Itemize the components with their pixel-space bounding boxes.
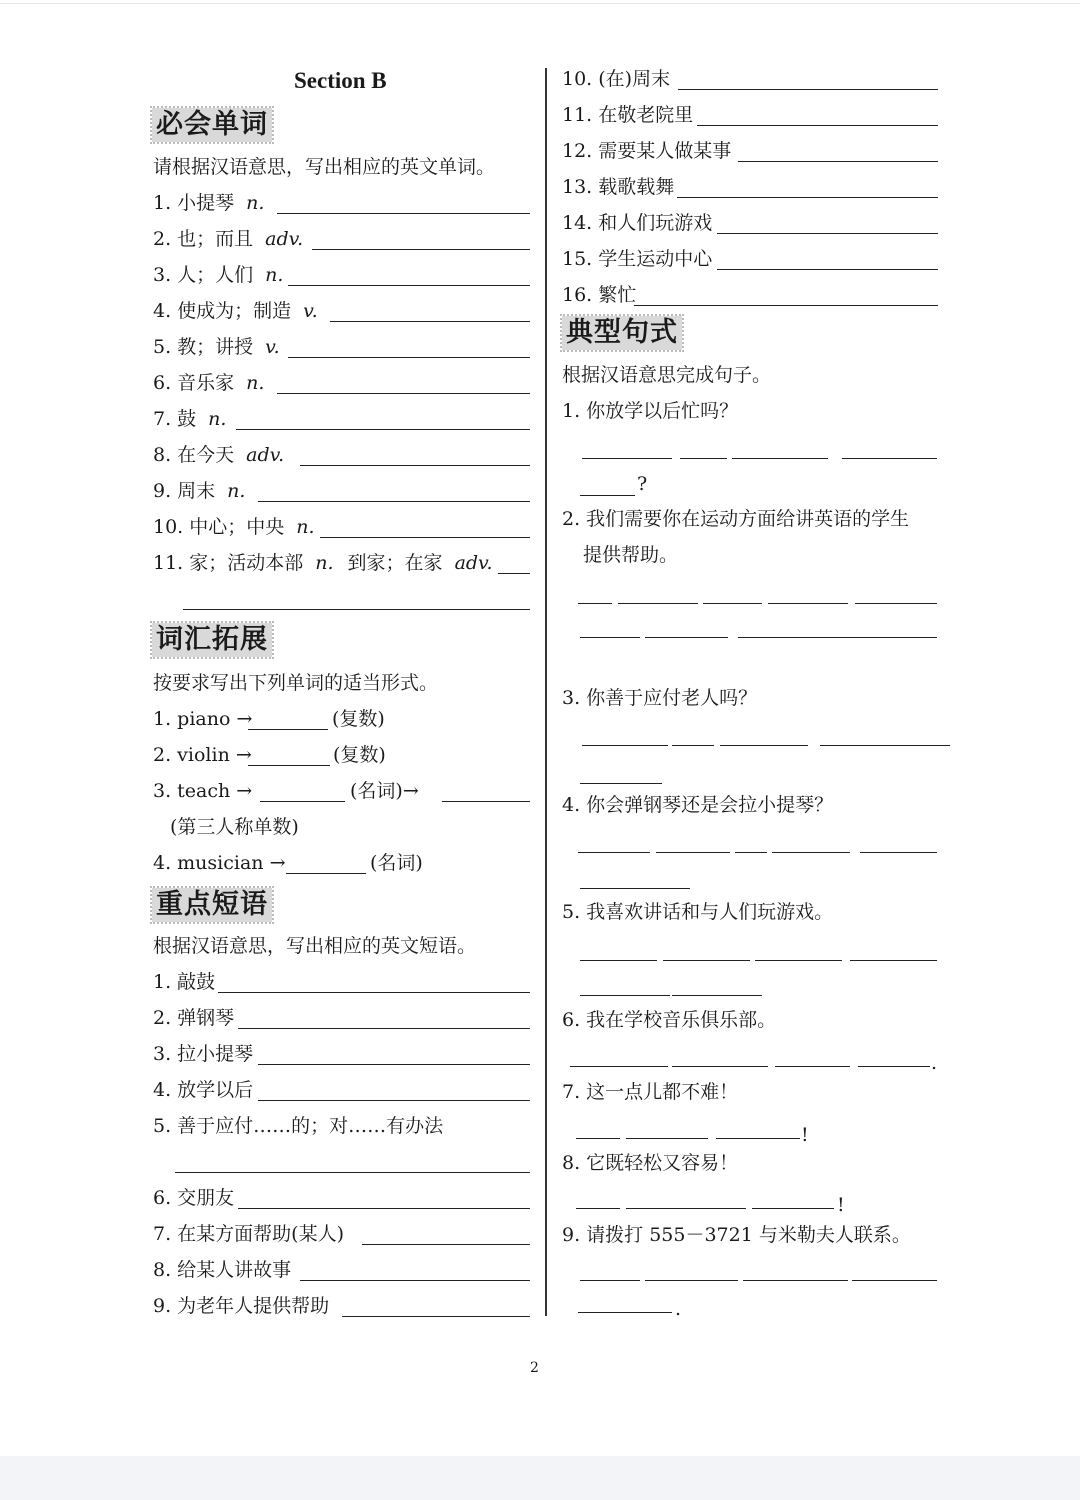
answer-blank[interactable] bbox=[238, 1028, 530, 1029]
instruction: 根据汉语意思，写出相应的英文短语。 bbox=[153, 935, 477, 957]
answer-blank[interactable] bbox=[768, 603, 848, 604]
expansion-word: 4. musician → bbox=[153, 852, 286, 874]
section-heading-vocab-expansion: 词汇拓展 bbox=[152, 623, 272, 657]
word-item bbox=[153, 227, 303, 251]
answer-blank[interactable] bbox=[578, 1312, 672, 1313]
word-item bbox=[153, 371, 264, 395]
column-divider bbox=[545, 68, 547, 1316]
sentence-prompt: 9. 请拨打 555－3721 与米勒夫人联系。 bbox=[562, 1224, 911, 1246]
answer-blank[interactable] bbox=[582, 458, 672, 459]
phrase-item: 8. 给某人讲故事 bbox=[153, 1259, 292, 1281]
answer-blank[interactable] bbox=[330, 321, 530, 322]
answer-blank[interactable] bbox=[850, 960, 937, 961]
sentence-prompt: 1. 你放学以后忙吗？ bbox=[562, 400, 739, 422]
answer-blank[interactable] bbox=[288, 357, 530, 358]
phrase-item: 15. 学生运动中心 bbox=[562, 248, 713, 270]
answer-blank[interactable] bbox=[645, 637, 728, 638]
answer-blank[interactable] bbox=[300, 1280, 530, 1281]
word-item bbox=[153, 191, 264, 215]
item-label: 10. 中心；中央 bbox=[153, 516, 285, 538]
answer-blank[interactable] bbox=[218, 992, 530, 993]
answer-blank[interactable] bbox=[498, 573, 530, 574]
sentence-prompt: 7. 这一点儿都不难！ bbox=[562, 1081, 739, 1103]
word-item bbox=[153, 407, 226, 431]
part-of-speech: adv. bbox=[265, 228, 304, 250]
item-label: 11. 家；活动本部 bbox=[153, 552, 304, 574]
answer-blank[interactable] bbox=[735, 852, 767, 853]
answer-blank[interactable] bbox=[580, 1280, 640, 1281]
answer-blank[interactable] bbox=[576, 1138, 620, 1139]
answer-blank[interactable] bbox=[716, 1138, 800, 1139]
item-label: 1. 小提琴 bbox=[153, 192, 235, 214]
sentence-end-mark: ? bbox=[637, 473, 648, 495]
answer-blank[interactable] bbox=[312, 249, 530, 250]
answer-blank[interactable] bbox=[775, 1066, 850, 1067]
item-label-2: 到家；在家 bbox=[347, 552, 443, 574]
item-label: 7. 鼓 bbox=[153, 408, 197, 430]
phrase-item: 6. 交朋友 bbox=[153, 1187, 235, 1209]
answer-blank[interactable] bbox=[656, 852, 730, 853]
answer-blank[interactable] bbox=[672, 745, 714, 746]
answer-blank[interactable] bbox=[680, 458, 727, 459]
answer-blank[interactable] bbox=[580, 783, 662, 784]
item-label: 3. 人；人们 bbox=[153, 264, 254, 286]
answer-blank[interactable] bbox=[752, 1208, 834, 1209]
page-number: 2 bbox=[530, 1360, 539, 1376]
item-label: 8. 在今天 bbox=[153, 444, 235, 466]
item-label: 4. 使成为；制造 bbox=[153, 300, 292, 322]
answer-blank[interactable] bbox=[663, 960, 750, 961]
answer-blank[interactable] bbox=[677, 197, 938, 198]
item-label: 9. 周末 bbox=[153, 480, 216, 502]
sentence-end-mark: ! bbox=[801, 1124, 809, 1146]
sentence-prompt: 5. 我喜欢讲话和与人们玩游戏。 bbox=[562, 901, 834, 923]
answer-blank[interactable] bbox=[672, 995, 762, 996]
answer-blank[interactable] bbox=[260, 801, 345, 802]
answer-blank[interactable] bbox=[580, 960, 657, 961]
answer-blank[interactable] bbox=[738, 161, 938, 162]
answer-blank[interactable] bbox=[860, 852, 937, 853]
phrase-item: 12. 需要某人做某事 bbox=[562, 140, 732, 162]
answer-blank[interactable] bbox=[288, 285, 530, 286]
sentence-prompt: 3. 你善于应付老人吗？ bbox=[562, 687, 758, 709]
answer-blank[interactable] bbox=[634, 305, 938, 306]
sentence-prompt: 2. 我们需要你在运动方面给讲英语的学生 bbox=[562, 508, 910, 530]
phrase-item: 16. 繁忙 bbox=[562, 284, 637, 306]
word-item bbox=[153, 263, 283, 287]
sentence-end-mark: . bbox=[931, 1052, 938, 1074]
answer-blank[interactable] bbox=[442, 801, 530, 802]
answer-blank[interactable] bbox=[720, 745, 808, 746]
phrase-item: 13. 载歌载舞 bbox=[562, 176, 675, 198]
answer-blank[interactable] bbox=[772, 852, 850, 853]
sentence-end-mark: . bbox=[675, 1298, 682, 1320]
answer-blank[interactable] bbox=[277, 393, 530, 394]
phrase-item: 1. 敲鼓 bbox=[153, 971, 216, 993]
phrase-item: 5. 善于应付……的；对……有办法 bbox=[153, 1115, 444, 1137]
expansion-word: 1. piano → bbox=[153, 708, 253, 730]
phrase-item: 3. 拉小提琴 bbox=[153, 1043, 254, 1065]
sentence-prompt-continued: 提供帮助。 bbox=[583, 544, 679, 566]
answer-blank[interactable] bbox=[236, 429, 530, 430]
item-label: 6. 音乐家 bbox=[153, 372, 235, 394]
answer-blank[interactable] bbox=[362, 1244, 530, 1245]
part-of-speech: n. bbox=[296, 516, 315, 538]
answer-blank[interactable] bbox=[580, 995, 670, 996]
answer-blank[interactable] bbox=[248, 729, 328, 730]
answer-blank[interactable] bbox=[580, 637, 640, 638]
word-item bbox=[153, 443, 284, 467]
viewer-bottom-bar bbox=[0, 1456, 1080, 1500]
answer-blank[interactable] bbox=[852, 1280, 937, 1281]
answer-blank[interactable] bbox=[672, 1066, 768, 1067]
answer-blank[interactable] bbox=[258, 501, 530, 502]
word-item bbox=[153, 479, 245, 503]
answer-blank[interactable] bbox=[286, 873, 366, 874]
answer-blank[interactable] bbox=[626, 1138, 708, 1139]
answer-blank[interactable] bbox=[320, 537, 530, 538]
answer-blank[interactable] bbox=[743, 1280, 848, 1281]
word-item bbox=[153, 299, 318, 323]
top-border bbox=[0, 3, 1080, 4]
answer-blank[interactable] bbox=[626, 1208, 746, 1209]
word-item bbox=[153, 335, 280, 359]
phrase-item: 4. 放学以后 bbox=[153, 1079, 254, 1101]
answer-blank[interactable] bbox=[258, 1064, 530, 1065]
expansion-note: (复数) bbox=[332, 708, 385, 730]
part-of-speech-2: adv. bbox=[454, 552, 493, 574]
answer-blank[interactable] bbox=[618, 603, 698, 604]
sentence-prompt: 4. 你会弹钢琴还是会拉小提琴？ bbox=[562, 794, 834, 816]
answer-blank[interactable] bbox=[300, 465, 530, 466]
part-of-speech: n. bbox=[265, 264, 284, 286]
word-item bbox=[153, 551, 493, 575]
answer-blank[interactable] bbox=[678, 89, 938, 90]
answer-blank[interactable] bbox=[582, 745, 668, 746]
answer-blank[interactable] bbox=[578, 852, 650, 853]
answer-blank[interactable] bbox=[855, 603, 937, 604]
part-of-speech: n. bbox=[227, 480, 246, 502]
instruction: 根据汉语意思完成句子。 bbox=[562, 364, 772, 386]
answer-blank[interactable] bbox=[277, 213, 530, 214]
expansion-note: (名词) bbox=[370, 852, 423, 874]
part-of-speech: v. bbox=[303, 300, 318, 322]
section-heading-key-phrases: 重点短语 bbox=[152, 888, 272, 922]
part-of-speech: n. bbox=[315, 552, 334, 574]
answer-blank[interactable] bbox=[645, 1280, 738, 1281]
answer-blank[interactable] bbox=[717, 269, 938, 270]
expansion-note-2: (第三人称单数) bbox=[170, 816, 299, 838]
expansion-note: (复数) bbox=[333, 744, 386, 766]
phrase-item: 7. 在某方面帮助(某人) bbox=[153, 1223, 344, 1245]
answer-blank[interactable] bbox=[238, 1208, 530, 1209]
answer-blank[interactable] bbox=[183, 609, 530, 610]
answer-blank[interactable] bbox=[717, 233, 938, 234]
instruction: 按要求写出下列单词的适当形式。 bbox=[153, 672, 439, 694]
phrase-item: 14. 和人们玩游戏 bbox=[562, 212, 713, 234]
answer-blank[interactable] bbox=[738, 637, 937, 638]
answer-blank[interactable] bbox=[755, 960, 842, 961]
answer-blank[interactable] bbox=[820, 745, 950, 746]
section-heading-must-know-words: 必会单词 bbox=[152, 108, 272, 142]
part-of-speech: n. bbox=[246, 372, 265, 394]
sentence-end-mark: ! bbox=[837, 1194, 845, 1216]
part-of-speech: n. bbox=[208, 408, 227, 430]
answer-blank[interactable] bbox=[703, 603, 762, 604]
answer-blank[interactable] bbox=[732, 458, 828, 459]
answer-blank[interactable] bbox=[570, 1066, 668, 1067]
answer-blank[interactable] bbox=[248, 765, 330, 766]
answer-blank[interactable] bbox=[580, 888, 690, 889]
section-heading-typical-sentences: 典型句式 bbox=[562, 316, 682, 350]
answer-blank[interactable] bbox=[578, 603, 612, 604]
answer-blank[interactable] bbox=[580, 495, 635, 496]
answer-blank[interactable] bbox=[175, 1172, 530, 1173]
item-label: 2. 也；而且 bbox=[153, 228, 254, 250]
part-of-speech: n. bbox=[246, 192, 265, 214]
answer-blank[interactable] bbox=[842, 458, 937, 459]
word-item bbox=[153, 515, 315, 539]
sentence-prompt: 8. 它既轻松又容易！ bbox=[562, 1152, 739, 1174]
expansion-word: 3. teach → bbox=[153, 780, 253, 802]
answer-blank[interactable] bbox=[697, 125, 938, 126]
instruction: 请根据汉语意思，写出相应的英文单词。 bbox=[153, 156, 496, 178]
expansion-word: 2. violin → bbox=[153, 744, 252, 766]
phrase-item: 11. 在敬老院里 bbox=[562, 104, 694, 126]
phrase-item: 10. (在)周末 bbox=[562, 68, 671, 90]
answer-blank[interactable] bbox=[576, 1208, 620, 1209]
answer-blank[interactable] bbox=[858, 1066, 930, 1067]
sentence-prompt: 6. 我在学校音乐俱乐部。 bbox=[562, 1009, 777, 1031]
item-label: 5. 教；讲授 bbox=[153, 336, 254, 358]
answer-blank[interactable] bbox=[342, 1316, 530, 1317]
phrase-item: 9. 为老年人提供帮助 bbox=[153, 1295, 330, 1317]
part-of-speech: v. bbox=[265, 336, 280, 358]
answer-blank[interactable] bbox=[258, 1100, 530, 1101]
page-title: Section B bbox=[294, 68, 387, 93]
part-of-speech: adv. bbox=[246, 444, 285, 466]
expansion-note: (名词)→ bbox=[350, 780, 419, 802]
phrase-item: 2. 弹钢琴 bbox=[153, 1007, 235, 1029]
